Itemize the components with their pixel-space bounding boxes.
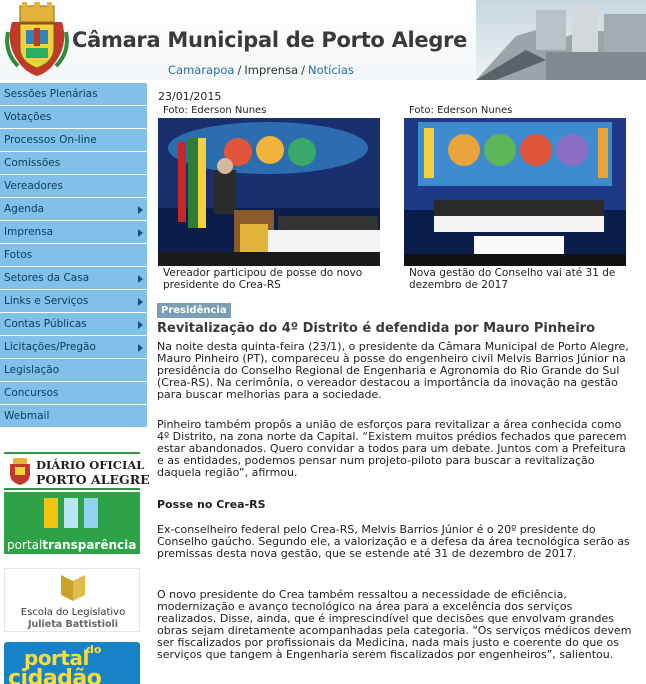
category-badge: Presidência bbox=[157, 303, 231, 318]
breadcrumb-separator: / bbox=[237, 63, 242, 77]
sidebar-item-label: Legislação bbox=[4, 364, 60, 376]
sidebar-item-label: Licitações/Pregão bbox=[4, 341, 96, 353]
article-paragraph: Ex-conselheiro federal pelo Crea-RS, Melvis Barrios Júnior é o 20º presidente do Conselho gaúcho. Segundo ele, a valorização e a defesa da área tecnológica serão as premissas desta nova gestão, que se estende até 31 de dezembro de 2017. bbox=[157, 523, 630, 560]
sidebar-nav bbox=[0, 83, 147, 428]
breadcrumb-separator: / bbox=[301, 63, 306, 77]
sidebar-item-webmail[interactable] bbox=[0, 405, 147, 428]
cidadao-word3: cidadão bbox=[8, 666, 102, 684]
sidebar-item-agenda[interactable] bbox=[0, 198, 147, 221]
photo-caption: Vereador participou de posse do novo presidente do Crea-RS bbox=[163, 267, 363, 291]
sidebar-item-processos-online[interactable] bbox=[0, 129, 147, 152]
diario-oficial-line1: DIÁRIO OFICIAL bbox=[36, 458, 145, 472]
sidebar-item-comissoes[interactable] bbox=[0, 152, 147, 175]
photo-block bbox=[158, 104, 380, 291]
sidebar-item-legislacao[interactable] bbox=[0, 359, 147, 382]
sidebar-item-votacoes[interactable] bbox=[0, 106, 147, 129]
cidadao-word1: portal bbox=[24, 646, 89, 670]
portal-cidadao-banner[interactable] bbox=[4, 642, 140, 684]
ceremony-speaker-photo[interactable] bbox=[158, 118, 380, 266]
escola-legislativo-banner[interactable] bbox=[4, 568, 140, 632]
escola-line2: Julieta Battistioli bbox=[28, 619, 118, 630]
sidebar-item-label: Fotos bbox=[4, 249, 33, 261]
sidebar-item-label: Webmail bbox=[4, 410, 50, 422]
sidebar-item-contas-publicas[interactable] bbox=[0, 313, 147, 336]
sidebar-item-label: Contas Públicas bbox=[4, 318, 87, 330]
sidebar-item-licitacoes-pregao[interactable] bbox=[0, 336, 147, 359]
sidebar-item-label: Links e Serviços bbox=[4, 295, 89, 307]
transparencia-suffix: transparência bbox=[42, 538, 137, 552]
chevron-right-icon bbox=[138, 321, 143, 329]
sidebar-item-label: Concursos bbox=[4, 387, 59, 399]
article-headline: Revitalização do 4º Distrito é defendida por Mauro Pinheiro bbox=[157, 321, 596, 336]
article-paragraph: Na noite desta quinta-feira (23/1), o presidente da Câmara Municipal de Porto Alegre, Mauro Pinheiro (PT), compareceu à posse do engenheiro civil Melvis Barrios Júnior na presidência do Conselho Regional de Engenharia e Agronomia do Rio Grande do Sul (Crea-RS). Na cerimônia, o vereador destacou a importância da inovação na gestão para buscar melhorias para a sociedade. bbox=[157, 340, 629, 401]
chevron-right-icon bbox=[138, 206, 143, 214]
sidebar-item-label: Agenda bbox=[4, 203, 45, 215]
chevron-right-icon bbox=[138, 229, 143, 237]
sidebar-item-imprensa[interactable] bbox=[0, 221, 147, 244]
article-subheading: Posse no Crea-RS bbox=[157, 498, 266, 511]
breadcrumb-camarapoa[interactable]: Camarapoa bbox=[168, 63, 235, 77]
diario-oficial-banner[interactable] bbox=[4, 452, 150, 490]
photo-block bbox=[404, 104, 626, 291]
escola-book-icon bbox=[57, 573, 89, 603]
cidadao-word2: do bbox=[86, 643, 102, 656]
sidebar-item-vereadores[interactable] bbox=[0, 175, 147, 198]
breadcrumb-noticias[interactable]: Notícias bbox=[308, 63, 354, 77]
transparencia-bars-icon bbox=[44, 498, 100, 528]
sidebar-item-fotos[interactable] bbox=[0, 244, 147, 267]
site-title[interactable]: Câmara Municipal de Porto Alegre bbox=[72, 28, 468, 52]
sidebar-item-sessoes-plenarias[interactable] bbox=[0, 83, 147, 106]
chevron-right-icon bbox=[138, 275, 143, 283]
photo-caption: Nova gestão do Conselho vai até 31 de dezembro de 2017 bbox=[409, 267, 616, 291]
sidebar-item-setores-da-casa[interactable] bbox=[0, 267, 147, 290]
sidebar-item-label: Comissões bbox=[4, 157, 61, 169]
sidebar-item-concursos[interactable] bbox=[0, 382, 147, 405]
article-paragraph: Pinheiro também propôs a união de esforços para revitalizar a área conhecida como 4º Distrito, na zona norte da Capital. “Existem muitos prédios fechados que parecem estar abandonados. Quero convidar a todos para um debate. Juntos com a Prefeitura e as entidades, podemos pensar num projeto-piloto para buscar a revitalização daquela região”, afirmou. bbox=[157, 418, 627, 479]
transparencia-prefix: portal bbox=[7, 538, 43, 552]
photo-credit: Foto: Ederson Nunes bbox=[409, 105, 513, 116]
sidebar-item-label: Setores da Casa bbox=[4, 272, 90, 284]
breadcrumb-imprensa: Imprensa bbox=[244, 63, 299, 77]
header-city-photo bbox=[476, 0, 646, 80]
escola-line1: Escola do Legislativo bbox=[20, 607, 126, 618]
city-coat-of-arms-icon[interactable] bbox=[4, 2, 70, 78]
sidebar-item-label: Sessões Plenárias bbox=[4, 88, 98, 100]
diario-oficial-line2: PORTO ALEGRE bbox=[36, 472, 150, 487]
news-date: 23/01/2015 bbox=[158, 90, 222, 103]
transparencia-label bbox=[7, 538, 136, 552]
sidebar-item-label: Vereadores bbox=[4, 180, 63, 192]
portal-transparencia-banner[interactable] bbox=[4, 492, 140, 554]
sidebar-item-label: Imprensa bbox=[4, 226, 54, 238]
crea-stage-photo[interactable] bbox=[404, 118, 626, 266]
breadcrumb bbox=[168, 63, 354, 77]
chevron-right-icon bbox=[138, 298, 143, 306]
diario-oficial-crest-icon bbox=[6, 456, 34, 486]
article-paragraph: O novo presidente do Crea também ressaltou a necessidade de eficiência, modernização e avanço tecnológico na área para a excelência dos serviços realizados. Disse, ainda, que é imprescindível que decisões que envolvam grandes obras sejam diretamente acompanhadas pela categoria. “Os serviços médicos devem ser fiscalizados por profissionais da Medicina, nada mais justo e coerente do que os serviços que tangem à Engenharia serem fiscalizados por engenheiros”, salientou. bbox=[157, 588, 632, 661]
sidebar-item-links-e-servicos[interactable] bbox=[0, 290, 147, 313]
chevron-right-icon bbox=[138, 344, 143, 352]
sidebar-item-label: Processos On-line bbox=[4, 134, 97, 146]
sidebar-item-label: Votações bbox=[4, 111, 52, 123]
photo-credit: Foto: Ederson Nunes bbox=[163, 105, 267, 116]
